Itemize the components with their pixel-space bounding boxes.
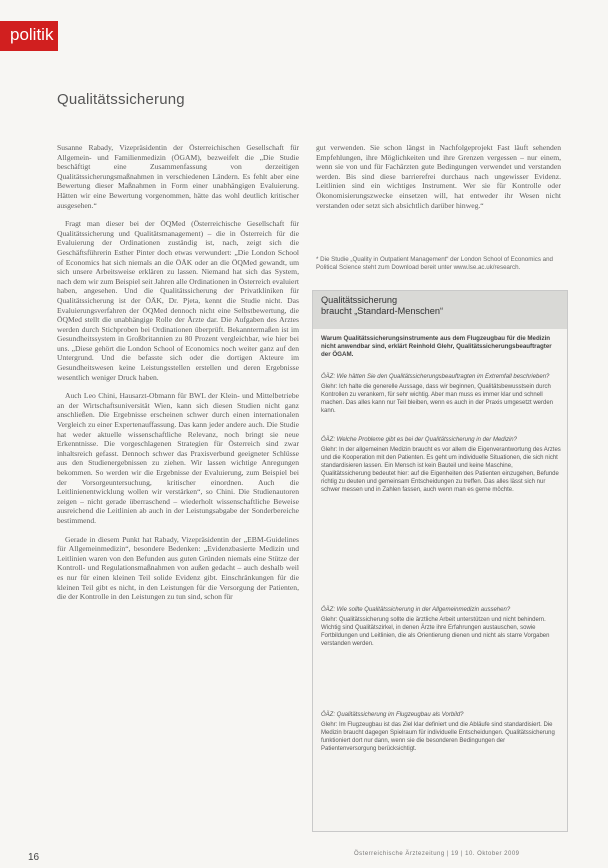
article-column-2 <box>316 143 561 219</box>
answer: Glehr: Ich halte die generelle Aussage, dass wir beginnen, Qualitätsbewusstsein durch Kontrollen zu verankern, für sehr wichtig. Aber man muss es immer klar und schnell machen. Das alles kann nur Teil bleiben, wenn es auch in der Praxis umgesetzt werden kann. <box>321 384 554 414</box>
question: ÖÄZ: Wie hätten Sie den Qualitätssicherungsbeauftragten im Extremfall beschrieben? <box>321 374 550 380</box>
sidebar-heading <box>321 295 443 317</box>
interview-sidebar <box>312 290 568 832</box>
footnote: * Die Studie „Quality in Outpatient Management“ der London School of Economics and Political Science steht zum Download bereit unter www.lse.ac.uk/research. <box>316 256 553 271</box>
paragraph: Susanne Rabady, Vizepräsidentin der Österreichischen Gesellschaft für Allgemein- und Familienmedizin (ÖGAM), bezweifelt die „Die Studie beschäftigt eine Zusammenfassung von derzeitigen Qualitätssicherungsmaßnahmen in verschiedenen Ländern. Es fehlt aber eine Bewertung dieser Maßnahmen in Form einer unabhängigen Evaluierung. Hätten wir eine Bewertung vorgenommen, hätte das wohl deutlich kritischer ausgesehen.“ <box>57 143 299 210</box>
qa-block <box>321 711 561 753</box>
paragraph: Fragt man dieser bei der ÖQMed (Österreichische Gesellschaft für Qualitätssicherung und Qualitätsmanagement) – die in Österreich für die Evaluierung der Ordinationen zuständig ist, nach, zeigt sich die Geschäftsführerin Esther Pinter doch etwas verwundert: „Die London School of Economics hat sich niemals an die ÖÄK oder an die ÖQMed gewandt, um sich unsere Arbeitsweise erklären zu lassen. Niemand hat sich das System, nach dem wir zum Beispiel seit Jahren alle Ordinationen in Österreich evaluiert haben, angesehen. Und die Qualitätssicherung der Privatkliniken für Qualitätssicherung ist der ÖÄK, Dr. Pjeta, kennt die Studie nicht. Das Evaluierungsverfahren der ÖQMed dennoch nicht eine Selbstbewertung, die ÖQMed stellt die unabhängige Rolle der Ärzte dar. Die Aufgaben des Arztes werden durch Stichproben bei Ordinationen überprüft. Bekanntermaßen ist im Gesundheitssystem in Großbritannien zu 80 Prozent vergleichbar, wie hier bei uns. „Diese gehört die London School of Economics noch weiter ganz auf den Untergrund. Und die befasste sich oder die dortigen Akteure im Gesundheitswesen keine Leistungsstellen erstellen und deren Ergebnisse wesentlich weniger Druck haben. <box>57 219 299 382</box>
qa-block <box>321 373 561 415</box>
page-number: 16 <box>28 852 40 863</box>
section-tab-label: politik <box>10 25 54 44</box>
article-title: Qualitätssicherung <box>57 91 185 108</box>
question: ÖÄZ: Qualitätssicherung im Flugzeugbau als Vorbild? <box>321 712 464 718</box>
question: ÖÄZ: Wie sollte Qualitätssicherung in der Allgemeinmedizin aussehen? <box>321 607 511 613</box>
answer: Glehr: In der allgemeinen Medizin braucht es vor allem die Eigenverantwortung des Arztes und die Kooperation mit den Patienten. Es geht um individuelle Situationen, die sich nicht standardisieren lassen. Ein Mensch ist kein Bauteil und keine Maschine, Qualitätssicherung bedeutet hier: auf die Eigenheiten des Patienten einzugehen, Befunde richtig zu deuten und gemeinsam Entscheidungen zu treffen. Das alles lässt sich nur schwer messen und in Zahlen fassen, auch wenn man es gerne möchte. <box>321 447 561 493</box>
answer: Glehr: Qualitätssicherung sollte die ärztliche Arbeit unterstützen und nicht behindern. Wichtig sind Qualitätszirkel, in denen Ärzte ihre Erfahrungen austauschen, sowie Fortbildungen und Leitlinien, die als Orientierung dienen und nicht als starre Vorgaben verstanden werden. <box>321 617 550 647</box>
sidebar-intro: Warum Qualitätssicherungsinstrumente aus dem Flugzeugbau für die Medizin nicht anwendbar sind, erklärt Reinhold Glehr, Qualitätssicherungsbeauftragter der ÖGAM. <box>321 335 552 358</box>
paragraph: Gerade in diesem Punkt hat Rabady, Vizepräsidentin der „EBM-Guidelines für Allgemeinmedizin“, besondere Bedenken: „Evidenzbasierte Medizin und Leitlinien waren von den Befunden aus guten Gründen niemals eine Stütze der Kontroll- und Regulationsmaßnahmen von außen gedacht – auch deshalb weil es nur für einen kleinen Teil solide Evidenz gibt. Einschränkungen für die kleinen Teil gibt es nicht, in den Leistungen für die Versorgung der Patienten, die der Kontrolle in den Leistungen zu tun sind, schon für <box>57 534 299 602</box>
sidebar-heading-line1: Qualitätssicherung <box>321 295 398 305</box>
sidebar-heading-line2: braucht „Standard-Menschen“ <box>321 306 444 316</box>
paragraph: Auch Leo Chini, Hausarzt-Obmann für BWL der Klein- und Mittelbetriebe an der Wirtschaftsuniversität Wien, kann sich diesen Studien nicht ganz anschließen. Die Ergebnisse erscheinen schwer durch einen internationalen Vergleich zu einer Expertenauffassung. Das kann jeder andere auch. Die Studie hat weder aktuelle wissenschaftliche Relevanz, noch bringt sie neue Erkenntnisse. Die vorgeschlagenen Strategien für Österreich sind zwar inhaltsreich gefasst. Dennoch schwer das Praxisverbund geeigneter Schlüsse aus den Studienergebnissen zu ziehen. Wir lassen wichtige Anregungen bekommen. So werden wir die Ergebnisse der Evaluierung, zum Beispiel bei der Vorsorgeuntersuchung, kritischer einordnen. Auch die Leitlinienentwicklung wollen wir verstärken“, so Chini. Die Studienautoren zeigen – nicht gerade überraschend – wiederholt wissenschaftliche Beweise ausreichend die Leitlinien ab auch in der Leistungsabgabe der Sonderbereiche bestimmend. <box>57 391 299 525</box>
article-column-1 <box>57 143 299 611</box>
qa-block <box>321 436 561 494</box>
answer: Glehr: Im Flugzeugbau ist das Ziel klar definiert und die Abläufe sind standardisiert. Die Medizin braucht dagegen Spielraum für individuelle Entscheidungen. Qualitätssicherung funktioniert dort nur dann, wenn sie die besonderen Bedingungen der Patientenversorgung berücksichtigt. <box>321 722 555 752</box>
question: ÖÄZ: Welche Probleme gibt es bei der Qualitätssicherung in der Medizin? <box>321 437 517 443</box>
qa-block <box>321 606 561 648</box>
publication-source: Österreichische Ärztezeitung | 19 | 10. Oktober 2009 <box>354 851 520 857</box>
section-tab <box>0 21 58 51</box>
paragraph: gut verwenden. Sie schon längst in Nachfolgeprojekt Fast läuft sehenden Empfehlungen, ihre Möglichkeiten und ihre Grenzen vergessen – nur einem, wenn sie von und für Fachärzten gute Bedingungen verwendet und verstanden werden. Bis sind diese barrierefrei durchaus nach ungewisser Evidenz. Leitlinien sind ein wichtiges Instrument. Wer sie für Kontrolle oder Ökonomisierungszwecke einsetzen will, hat entweder ihr Wesen nicht verstanden oder setzt sich absichtlich darüber hinweg.“ <box>316 143 561 210</box>
